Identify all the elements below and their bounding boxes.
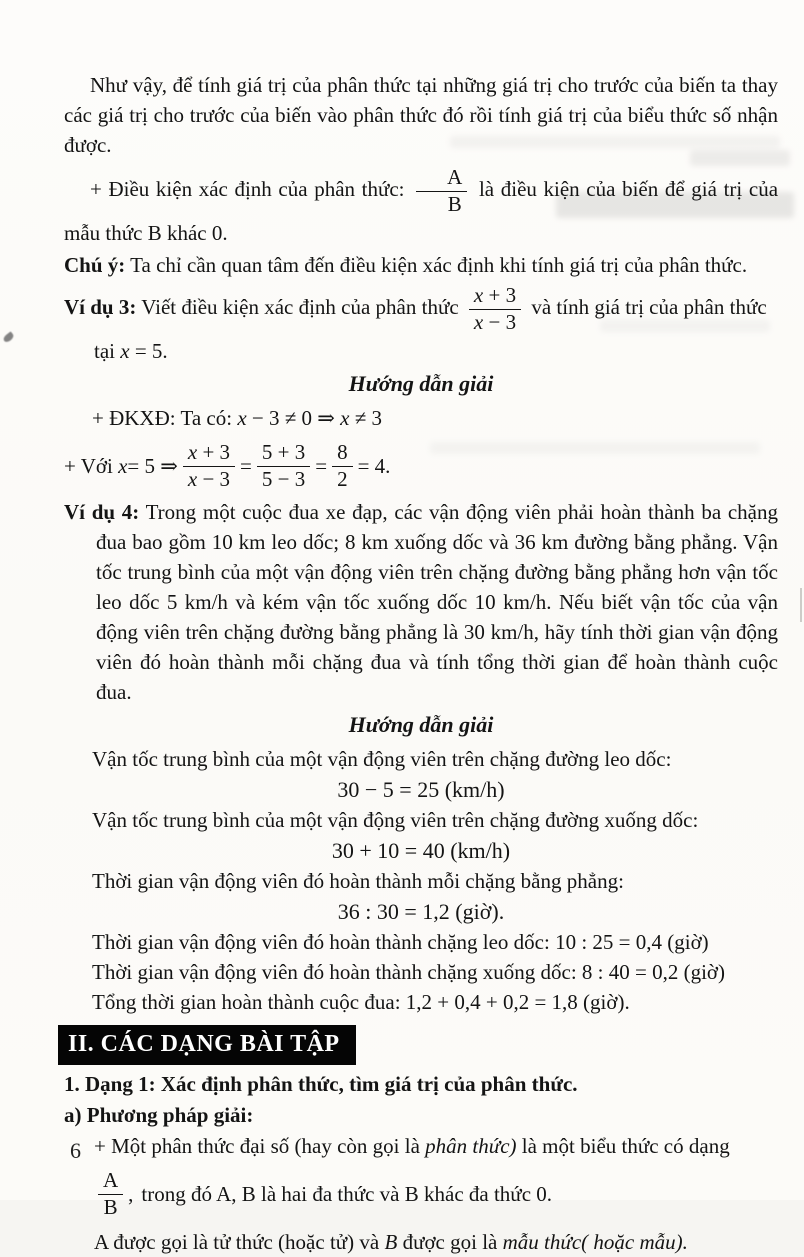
condition-prefix: + Điều kiện xác định của phân thức: [90, 176, 405, 201]
equation-line: 30 + 10 = 40 (km/h) [331, 838, 511, 864]
fraction-numerator: A [416, 166, 467, 192]
term-phan-thuc: phân thức) [425, 1134, 517, 1159]
result-text: = 4. [357, 454, 391, 479]
fraction-a-over-b [98, 1169, 123, 1219]
example3-before: Viết điều kiện xác định của phân thức [141, 294, 459, 319]
fraction-numerator: 8 [332, 441, 353, 467]
term-mau-thuc: mẫu thức( hoặc mẫu). [502, 1230, 688, 1255]
equals-sign: = [315, 454, 328, 479]
solution-heading: Hướng dẫn giải [348, 712, 494, 738]
solution-heading: Hướng dẫn giải [348, 371, 494, 397]
fraction-numerator: 5 + 3 [257, 441, 310, 467]
note-part2: được gọi là [402, 1230, 498, 1255]
note-text: Ta chỉ cần quan tâm đến điều kiện xác định khi tính giá trị của phân thức. [130, 253, 748, 278]
fraction-numerator [183, 441, 235, 467]
example4-text: Trong một cuộc đua xe đạp, các vận động viên phải hoàn thành ba chặng đua bao gồm 10 km leo dốc; 8 km xuống dốc và 36 km đường bằng phẳng. Vận tốc trung bình của một vận động viên trên chặng đường bằng phẳng hơn vận tốc leo dốc 5 km/h và kém vận tốc xuống dốc 10 km/h. Nếu biết vận tốc của vận động viên trên chặng đường bằng phẳng là 30 km/h, hãy tính thời gian vận động viên đó hoàn thành mỗi chặng đua và tính tổng thời gian để hoàn thành cuộc đua. [96, 500, 778, 705]
math-text: − 3 [483, 309, 517, 334]
math-text: − 3 ≠ 0 ⇒ [246, 406, 341, 431]
method-definition [94, 1131, 778, 1161]
fraction-numerator: A [98, 1169, 123, 1195]
solution-line: Thời gian vận động viên đó hoàn thành mỗi chặng bằng phẳng: [92, 869, 624, 894]
fraction-denominator [469, 310, 521, 335]
math-text: + 3 [483, 283, 517, 308]
method-after: là một biểu thức có dạng [521, 1134, 730, 1159]
page-number: 6 [70, 1138, 81, 1163]
fraction-x-plus-3-over-x-minus-3 [469, 284, 521, 334]
page-content [64, 70, 778, 1257]
equation-line: 36 : 30 = 1,2 (giờ). [337, 899, 505, 925]
note-label: Chú ý: [64, 253, 126, 278]
math-variable: x [118, 454, 128, 479]
fraction-numerator [469, 284, 521, 310]
section-banner-row [64, 1017, 778, 1069]
fraction-denominator: B [447, 191, 462, 216]
numerator-denominator-note [94, 1227, 778, 1257]
solution-line: Thời gian vận động viên đó hoàn thành chặng xuống dốc: 8 : 40 = 0,2 (giờ) [92, 960, 726, 985]
fraction-denominator: 2 [337, 466, 348, 491]
example3-at-value [94, 336, 778, 366]
math-variable: x [473, 309, 484, 334]
section-heading: II. CÁC DẠNG BÀI TẬP [58, 1025, 356, 1065]
at-rest: = 5. [129, 339, 168, 364]
math-variable: x [120, 339, 130, 364]
math-variable: B [384, 1230, 398, 1255]
fraction-a-over-b [416, 166, 467, 216]
at-prefix: tại [94, 339, 115, 364]
method-heading: a) Phương pháp giải: [64, 1103, 254, 1128]
solution-line: Thời gian vận động viên đó hoàn thành chặng leo dốc: 10 : 25 = 0,4 (giờ) [92, 930, 709, 955]
sub-prefix: + Với [64, 454, 113, 479]
math-variable: x [473, 283, 484, 308]
example4-label: Ví dụ 4: [64, 500, 140, 525]
solution-line: Vận tốc trung bình của một vận động viên trên chặng đường xuống dốc: [92, 808, 699, 833]
dkxd-prefix: + ĐKXĐ: Ta có: [92, 406, 233, 431]
scan-edge-mark [800, 588, 802, 622]
intro-paragraph [64, 70, 778, 160]
intro-text: Như vậy, để tính giá trị của phân thức tại những giá trị cho trước của biến ta thay các giá trị cho trước của biến vào phân thức đó rồi tính giá trị của biểu thức số nhận được. [64, 73, 778, 157]
condition-paragraph [64, 164, 778, 248]
math-variable: x [237, 406, 247, 431]
comma: , [128, 1182, 134, 1207]
dkxd-line [92, 403, 778, 433]
math-variable: x [187, 440, 198, 465]
example4-statement [64, 497, 778, 707]
note-paragraph [64, 250, 778, 280]
equation-line: 30 − 5 = 25 (km/h) [337, 777, 505, 803]
math-text: ≠ 3 [349, 406, 382, 431]
fraction-definition-line [98, 1167, 778, 1221]
math-variable: x [187, 466, 198, 491]
pen-mark-artifact [2, 331, 15, 343]
fraction-8-over-2 [332, 441, 353, 491]
math-variable: x [340, 406, 350, 431]
fraction-5-plus-3-over-5-minus-3 [257, 441, 310, 491]
solution-line: Vận tốc trung bình của một vận động viên trên chặng đường leo dốc: [92, 747, 672, 772]
solution-line: Tổng thời gian hoàn thành cuộc đua: 1,2 + 0,4 + 0,2 = 1,8 (giờ). [92, 990, 630, 1015]
method-before: + Một phân thức đại số (hay còn gọi là [94, 1134, 420, 1159]
substitution-line [64, 439, 778, 493]
fraction-denominator: B [103, 1194, 118, 1219]
note-part1: A được gọi là tử thức (hoặc tử) và [94, 1230, 380, 1255]
sub-arrow: = 5 ⇒ [127, 454, 178, 479]
example3-statement [64, 282, 778, 336]
example3-after: và tính giá trị của phân thức [531, 294, 767, 319]
condition-suffix: là điều kiện của biến để giá trị của mẫu thức B khác 0. [64, 176, 779, 246]
dang1-heading: 1. Dạng 1: Xác định phân thức, tìm giá trị của phân thức. [64, 1072, 578, 1097]
equals-sign: = [240, 454, 252, 479]
example3-label: Ví dụ 3: [64, 294, 137, 319]
fraction-definition-text: trong đó A, B là hai đa thức và B khác đa thức 0. [141, 1182, 553, 1207]
math-text: − 3 [197, 466, 231, 491]
fraction-x-plus-3-over-x-minus-3 [183, 441, 235, 491]
fraction-denominator [183, 467, 235, 492]
fraction-denominator: 5 − 3 [261, 466, 306, 491]
math-text: + 3 [197, 440, 231, 465]
